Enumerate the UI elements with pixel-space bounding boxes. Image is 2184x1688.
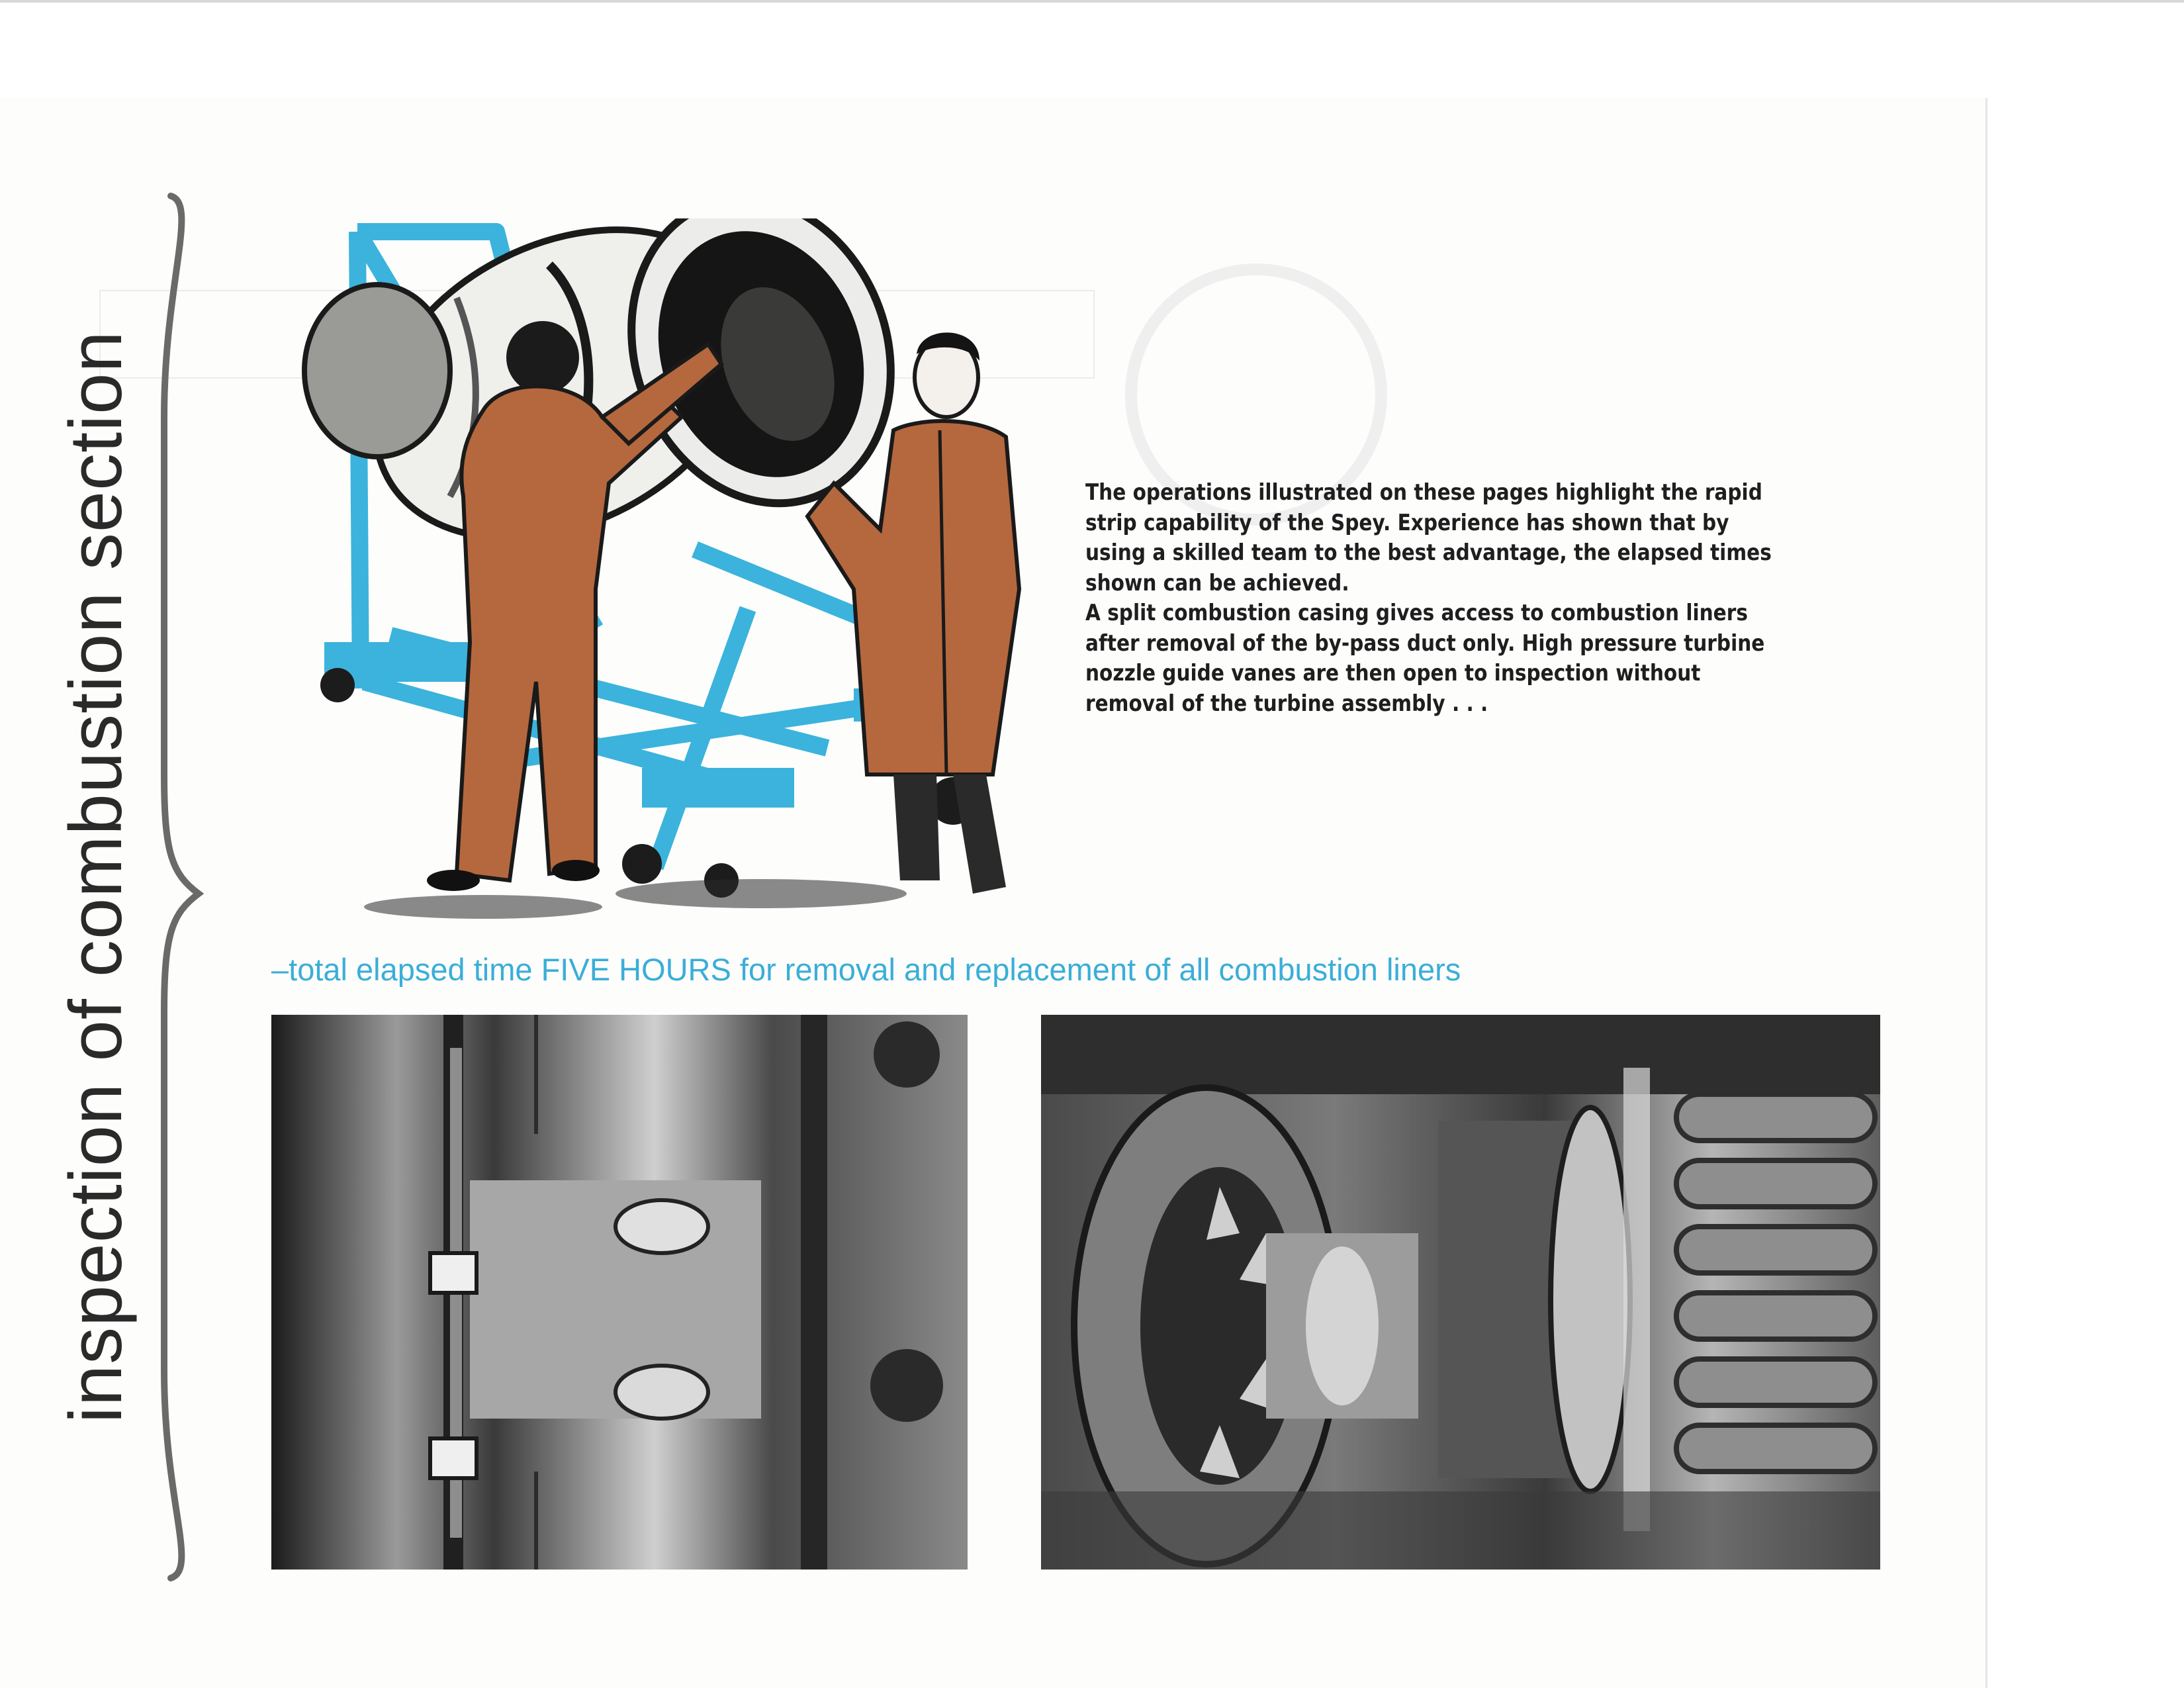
caption-prefix: –total elapsed time [271, 952, 541, 987]
side-title: inspection of combustion section [54, 330, 137, 1423]
caption-highlight: FIVE HOURS [541, 952, 731, 987]
elapsed-time-caption [271, 951, 1794, 988]
scan-top-edge [0, 0, 2184, 3]
nozzle-guide-vanes-photo [1041, 1015, 1880, 1570]
technicians-engine-illustration [285, 218, 1046, 940]
combustion-liners-photo [271, 1015, 968, 1570]
intro-paragraph: The operations illustrated on these pages highlight the rapid strip capability of the Spey. Experience has shown that by using a skilled team to the best advantage, the elapsed times shown can be achieved. [1085, 479, 1772, 596]
intro-paragraph: A split combustion casing gives access to combustion liners after removal of the by-pass duct only. High pressure turbine nozzle guide vanes are then open to inspection without removal of the turbine assembly . . . [1085, 600, 1765, 717]
intro-text [1085, 478, 1794, 719]
caption-suffix: for removal and replacement of all combustion liners [731, 952, 1461, 987]
curly-brace-icon [152, 192, 232, 1582]
